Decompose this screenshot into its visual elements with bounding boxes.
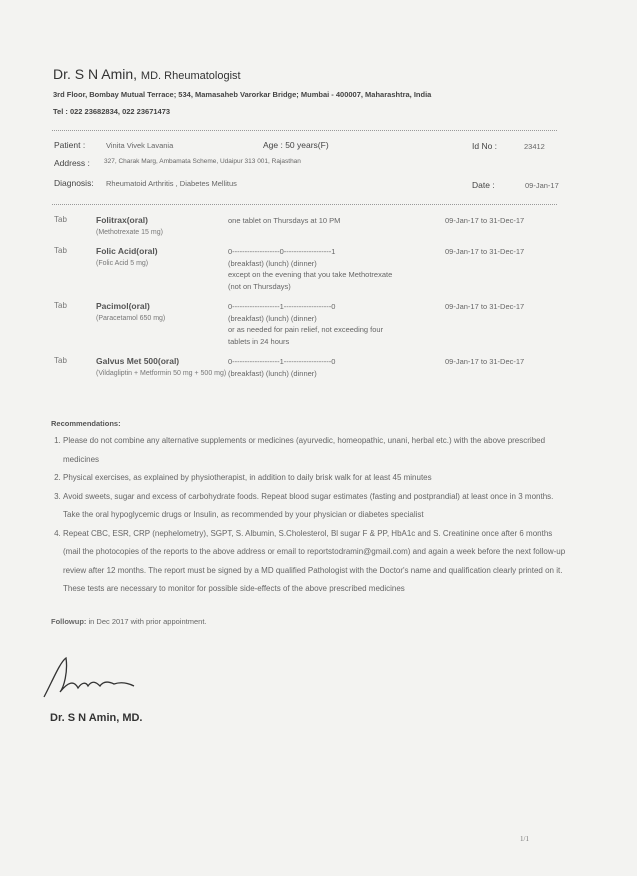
clinic-address: 3rd Floor, Bombay Mutual Terrace; 534, Mamasaheb Varorkar Bridge; Mumbai - 400007, Maharashtra, India: [53, 90, 432, 99]
date-label: Date :: [472, 180, 495, 190]
patient-name: Vinita Vivek Lavania: [106, 141, 174, 150]
id-label: Id No :: [472, 141, 498, 151]
medicine-name: Pacimol(oral): [96, 301, 150, 311]
medicine-generic: (Folic Acid 5 mg): [96, 260, 149, 267]
page-number: 1/1: [520, 835, 529, 843]
medicine-dose: one tablet on Thursdays at 10 PM: [228, 216, 341, 225]
diagnosis-label: Diagnosis:: [54, 178, 94, 188]
medicine-name: Galvus Met 500(oral): [96, 356, 180, 366]
medicine-period: 09-Jan-17 to 31-Dec-17: [445, 357, 525, 366]
diagnosis: Rheumatoid Arthritis , Diabetes Mellitus: [106, 179, 237, 188]
medicine-dose: 0-------------------0-------------------1: [228, 247, 336, 256]
recommendation-item: 1. Please do not combine any alternative supplements or medicines (ayurvedic, homeopathic, unani, herbal etc.) with the above prescribed medicines: [63, 432, 571, 469]
signature-name: Dr. S N Amin, MD.: [50, 712, 143, 724]
recommendations-title: Recommendations:: [51, 419, 121, 428]
patient-label: Patient :: [54, 140, 86, 150]
clinic-phone: Tel : 022 23682834, 022 23671473: [53, 107, 171, 116]
signature-image: [38, 652, 148, 702]
divider: [52, 130, 557, 131]
medicine-name: Folitrax(oral): [96, 215, 148, 225]
medicine-generic: (Vildagliptin + Metformin 50 mg + 500 mg): [96, 370, 227, 377]
medicine-dose: 0-------------------1-------------------0: [228, 302, 336, 311]
medicine-note: except on the evening that you take Methotrexate (not on Thursdays): [228, 270, 393, 291]
medicine-name: Folic Acid(oral): [96, 246, 158, 256]
medicine-dose: 0-------------------1-------------------0: [228, 357, 336, 366]
meal-timings: (breakfast) (lunch) (dinner): [228, 259, 317, 268]
medicine-period: 09-Jan-17 to 31-Dec-17: [445, 247, 525, 256]
medicine-period: 09-Jan-17 to 31-Dec-17: [445, 302, 525, 311]
doctor-name: Dr. S N Amin,: [53, 66, 138, 82]
patient-age: Age : 50 years(F): [263, 140, 329, 150]
followup-text: in Dec 2017 with prior appointment.: [88, 617, 207, 626]
prescription-date: 09-Jan-17: [525, 181, 559, 190]
patient-id: 23412: [524, 142, 545, 151]
medicine-note: or as needed for pain relief, not exceeding four tablets in 24 hours: [228, 325, 384, 346]
medicine-generic: (Paracetamol 650 mg): [96, 315, 166, 322]
divider: [52, 204, 557, 205]
medicine-form: Tab: [54, 301, 67, 310]
doctor-heading: [53, 66, 241, 82]
medicine-form: Tab: [54, 356, 67, 365]
followup-label: Followup:: [51, 617, 87, 626]
recommendation-item: 2. Physical exercises, as explained by physiotherapist, in addition to daily brisk walk for at least 45 minutes: [63, 469, 571, 488]
medicine-form: Tab: [54, 215, 67, 224]
doctor-qualification: MD. Rheumatologist: [140, 70, 241, 82]
patient-address: 327, Charak Marg, Ambamata Scheme, Udaipur 313 001, Rajasthan: [104, 158, 301, 165]
recommendation-item: 3. Avoid sweets, sugar and excess of carbohydrate foods. Repeat blood sugar estimates (fasting and postprandial) at least once in 3 months. Take the oral hypoglycemic drugs or Insulin, as recommended by your physician or diabetes specialist: [63, 488, 571, 525]
meal-timings: (breakfast) (lunch) (dinner): [228, 314, 317, 323]
medicine-form: Tab: [54, 246, 67, 255]
address-label: Address :: [54, 158, 90, 168]
recommendation-item: 4. Repeat CBC, ESR, CRP (nephelometry), SGPT, S. Albumin, S.Cholesterol, Bl sugar F & PP, HbA1c and S. Creatinine once after 6 months (mail the photocopies of the reports to the above address or email to reportstodramin@gmail.com) and again a week before the next follow-up review after 12 months. The report must be signed by a MD qualified Pathologist with the Doctor's name and qualification clearly printed on it. These tests are necessary to monitor for possible side-effects of the above prescribed medicines: [63, 525, 571, 599]
meal-timings: (breakfast) (lunch) (dinner): [228, 369, 317, 378]
medicine-generic: (Methotrexate 15 mg): [96, 229, 163, 236]
followup: [51, 617, 206, 626]
recommendations-list: [51, 432, 571, 599]
medicine-period: 09-Jan-17 to 31-Dec-17: [445, 216, 525, 225]
